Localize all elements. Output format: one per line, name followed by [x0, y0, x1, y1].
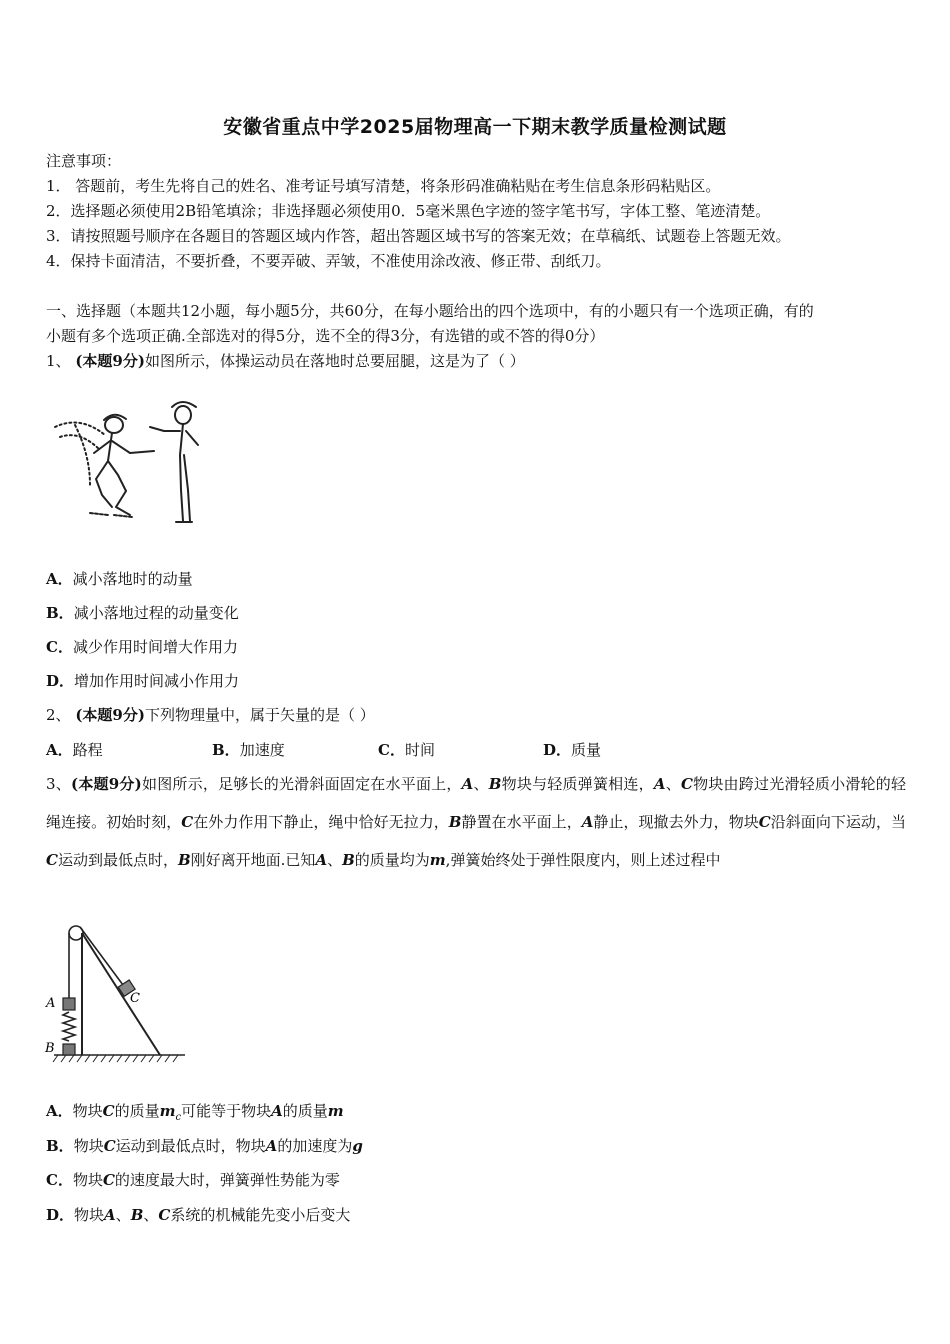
figure-label-b: B — [45, 1041, 55, 1056]
var-m: m — [159, 1102, 176, 1120]
q3-option-a-text: 可能等于物块 — [181, 1102, 272, 1120]
q2-option-b-text: 加速度 — [239, 741, 285, 759]
q3-option-d-text: 系统的机械能先变小后变大 — [170, 1206, 351, 1224]
question-3-score: (本题9分) — [71, 775, 142, 793]
var-c: C — [181, 813, 194, 831]
q2-option-a-letter: A． — [46, 741, 73, 759]
q2-option-a — [46, 739, 103, 761]
var-b: B — [342, 851, 355, 869]
q2-option-c — [378, 739, 435, 761]
question-1-text: 如图所示，体操运动员在落地时总要屈腿，这是为了（ ） — [144, 352, 525, 370]
gymnast-landing-figure — [50, 395, 215, 530]
q3-text: 静置在水平面上， — [461, 813, 582, 831]
section-heading-line-2: 小题有多个选项正确.全部选对的得5分，选不全的得3分，有选错的或不答的得0分） — [46, 327, 605, 345]
q3-option-d-letter: D． — [46, 1206, 75, 1224]
q1-option-a-text: 减小落地时的动量 — [72, 570, 193, 588]
q1-option-c — [46, 636, 238, 658]
var-c: C — [680, 775, 693, 793]
var-a: A — [271, 1102, 283, 1120]
q3-option-a-text: 的质量 — [282, 1102, 328, 1120]
question-3-stem — [46, 765, 906, 879]
figure-label-a: A — [46, 996, 56, 1011]
var-m: m — [429, 851, 446, 869]
q3-option-b-text: 运动到最低点时，物块 — [115, 1137, 266, 1155]
var-c: C — [758, 813, 771, 831]
var-g: g — [352, 1137, 363, 1155]
q3-option-b-letter: B． — [46, 1137, 74, 1155]
q1-option-c-text: 减少作用时间增大作用力 — [72, 638, 238, 656]
q3-option-a-text: 物块 — [72, 1102, 103, 1120]
q1-option-a — [46, 568, 193, 590]
q3-text: 物块由跨过光滑轻质小滑轮的轻绳连接。初始时刻， — [46, 775, 906, 831]
q3-option-d — [46, 1204, 350, 1226]
var-a: A — [581, 813, 594, 831]
subscript-c: c — [175, 1112, 182, 1123]
question-1-number: 1、 — [46, 352, 71, 370]
notice-item-2: 2．选择题必须使用2B铅笔填涂；非选择题必须使用0．5毫米黑色字迹的签字笔书写，字体工整、笔迹清楚。 — [46, 202, 771, 220]
var-b: B — [448, 813, 462, 831]
question-2-number: 2、 — [46, 706, 71, 724]
q3-option-c — [46, 1169, 340, 1191]
incline-pulley-spring-figure — [40, 915, 190, 1070]
q2-option-c-text: 时间 — [404, 741, 435, 759]
q1-option-b-letter: B． — [46, 604, 74, 622]
q3-text: 如图所示，足够长的光滑斜面固定在水平面上， — [141, 775, 462, 793]
q3-text: 运动到最低点时， — [57, 851, 178, 869]
q2-option-a-text: 路程 — [72, 741, 103, 759]
q1-option-b — [46, 602, 239, 624]
var-c: C — [103, 1137, 116, 1155]
q3-option-b-text: 物块 — [73, 1137, 104, 1155]
q3-text: 的质量均为 — [354, 851, 430, 869]
exam-title: 安徽省重点中学2025届物理高一下期末教学质量检测试题 — [223, 116, 727, 138]
q1-option-b-text: 减小落地过程的动量变化 — [73, 604, 239, 622]
var-b: B — [130, 1206, 144, 1224]
q1-option-a-letter: A． — [46, 570, 73, 588]
q3-option-a-letter: A． — [46, 1102, 73, 1120]
q3-option-c-text: 物块 — [72, 1171, 103, 1189]
notice-item-1: 1． 答题前，考生先将自己的姓名、准考证号填写清楚，将条形码准确粘贴在考生信息条形码粘贴区。 — [46, 177, 721, 195]
q2-option-b-letter: B． — [212, 741, 240, 759]
var-b: B — [488, 775, 502, 793]
figure-label-c: C — [130, 991, 140, 1006]
q2-option-d-text: 质量 — [571, 741, 602, 759]
q3-option-b-text: 的加速度为 — [277, 1137, 353, 1155]
notice-heading: 注意事项： — [46, 152, 122, 170]
q3-option-c-letter: C． — [46, 1171, 73, 1189]
q2-option-d — [543, 739, 601, 761]
question-1-score: (本题9分) — [75, 352, 145, 370]
q2-option-d-letter: D． — [543, 741, 572, 759]
q3-text: 、 — [665, 775, 681, 793]
var-c: C — [46, 851, 58, 869]
var-b: B — [177, 851, 191, 869]
q2-option-b — [212, 739, 285, 761]
question-3-number: 3、 — [46, 775, 71, 793]
q3-option-a — [46, 1100, 344, 1129]
q3-text: ,弹簧始终处于弹性限度内，则上述过程中 — [445, 851, 721, 869]
var-a: A — [315, 851, 328, 869]
question-2-text: 下列物理量中，属于矢量的是（ ） — [144, 706, 375, 724]
q3-option-d-text: 物块 — [74, 1206, 105, 1224]
var-c: C — [102, 1102, 115, 1120]
q1-option-c-letter: C． — [46, 638, 73, 656]
var-a: A — [653, 775, 666, 793]
notice-item-3: 3．请按照题号顺序在各题目的答题区域内作答，超出答题区域书写的答案无效；在草稿纸、试题卷上答题无效。 — [46, 227, 791, 245]
var-a: A — [461, 775, 474, 793]
q3-text: 刚好离开地面.已知 — [190, 851, 316, 869]
question-1-stem — [46, 350, 525, 372]
q2-option-c-letter: C． — [378, 741, 405, 759]
q1-option-d-letter: D． — [46, 672, 75, 690]
q3-option-d-text: 、 — [143, 1206, 159, 1224]
q3-text: 物块与轻质弹簧相连， — [501, 775, 654, 793]
q1-option-d-text: 增加作用时间减小作用力 — [74, 672, 240, 690]
question-2-stem — [46, 704, 375, 726]
q3-option-d-text: 、 — [115, 1206, 131, 1224]
var-c: C — [102, 1171, 115, 1189]
q3-text: 沿斜面向下运动，当 — [770, 813, 906, 831]
q3-text: 静止，现撤去外力，物块 — [593, 813, 759, 831]
notice-item-4: 4．保持卡面清洁，不要折叠，不要弄破、弄皱，不准使用涂改液、修正带、刮纸刀。 — [46, 252, 611, 270]
q3-text: 、 — [327, 851, 343, 869]
var-a: A — [104, 1206, 116, 1224]
var-a: A — [265, 1137, 278, 1155]
var-m: m — [327, 1102, 344, 1120]
var-c: C — [158, 1206, 171, 1224]
question-2-score: (本题9分) — [75, 706, 145, 724]
q3-option-c-text: 的速度最大时，弹簧弹性势能为零 — [114, 1171, 340, 1189]
q3-option-b — [46, 1135, 363, 1157]
q3-option-a-text: 的质量 — [114, 1102, 160, 1120]
section-heading-line-1: 一、选择题（本题共12小题，每小题5分，共60分，在每小题给出的四个选项中，有的小题只有一个选项正确，有的 — [46, 302, 814, 320]
q3-text: 、 — [473, 775, 489, 793]
q3-text: 在外力作用下静止，绳中恰好无拉力， — [193, 813, 449, 831]
q1-option-d — [46, 670, 239, 692]
